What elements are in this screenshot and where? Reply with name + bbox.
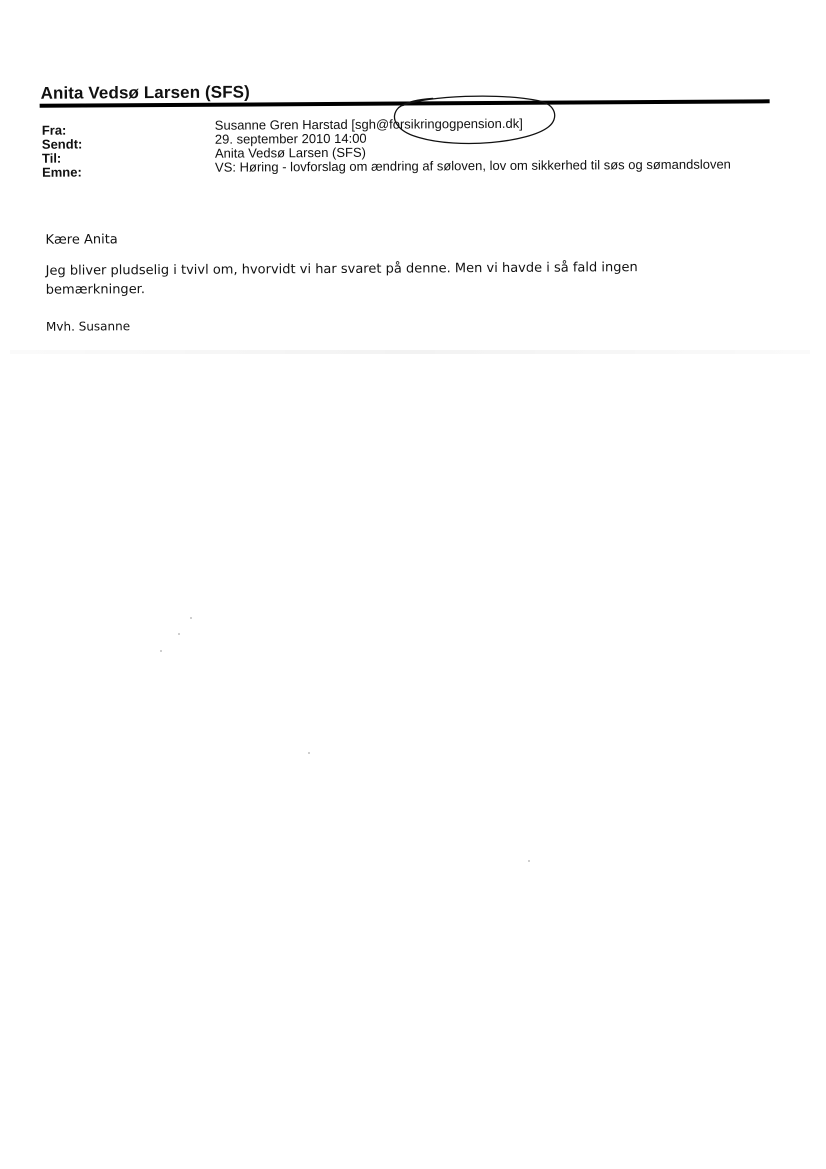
to-label: Til:: [41, 150, 62, 166]
sent-value: 29. september 2010 14:00: [214, 130, 367, 147]
body-line-1: Jeg bliver pludselig i tvivl om, hvorvidt vi har svaret på denne. Men vi havde i så fald ingen: [45, 260, 638, 279]
scan-speck: [178, 633, 180, 635]
from-value: Susanne Gren Harstad [sgh@forsikringogpension.dk]: [214, 115, 523, 133]
signoff: Mvh. Susanne: [45, 319, 131, 334]
subject-label: Emne:: [42, 164, 82, 180]
body-line-2: bemærkninger.: [45, 282, 146, 298]
scan-speck: [190, 617, 192, 619]
scan-artifact-line: [10, 350, 810, 354]
scan-speck: [528, 860, 530, 862]
scan-speck: [308, 752, 310, 754]
to-value: Anita Vedsø Larsen (SFS): [214, 144, 366, 161]
subject-value: VS: Høring - lovforslag om ændring af søloven, lov om sikkerhed til søs og sømandsloven: [214, 156, 731, 175]
handwritten-circle-mark: [389, 93, 559, 154]
scan-speck: [160, 650, 162, 652]
sent-label: Sendt:: [41, 136, 83, 152]
from-label: Fra:: [41, 122, 67, 138]
mailbox-owner-name: Anita Vedsø Larsen (SFS): [40, 82, 250, 103]
greeting: Kære Anita: [45, 232, 118, 248]
